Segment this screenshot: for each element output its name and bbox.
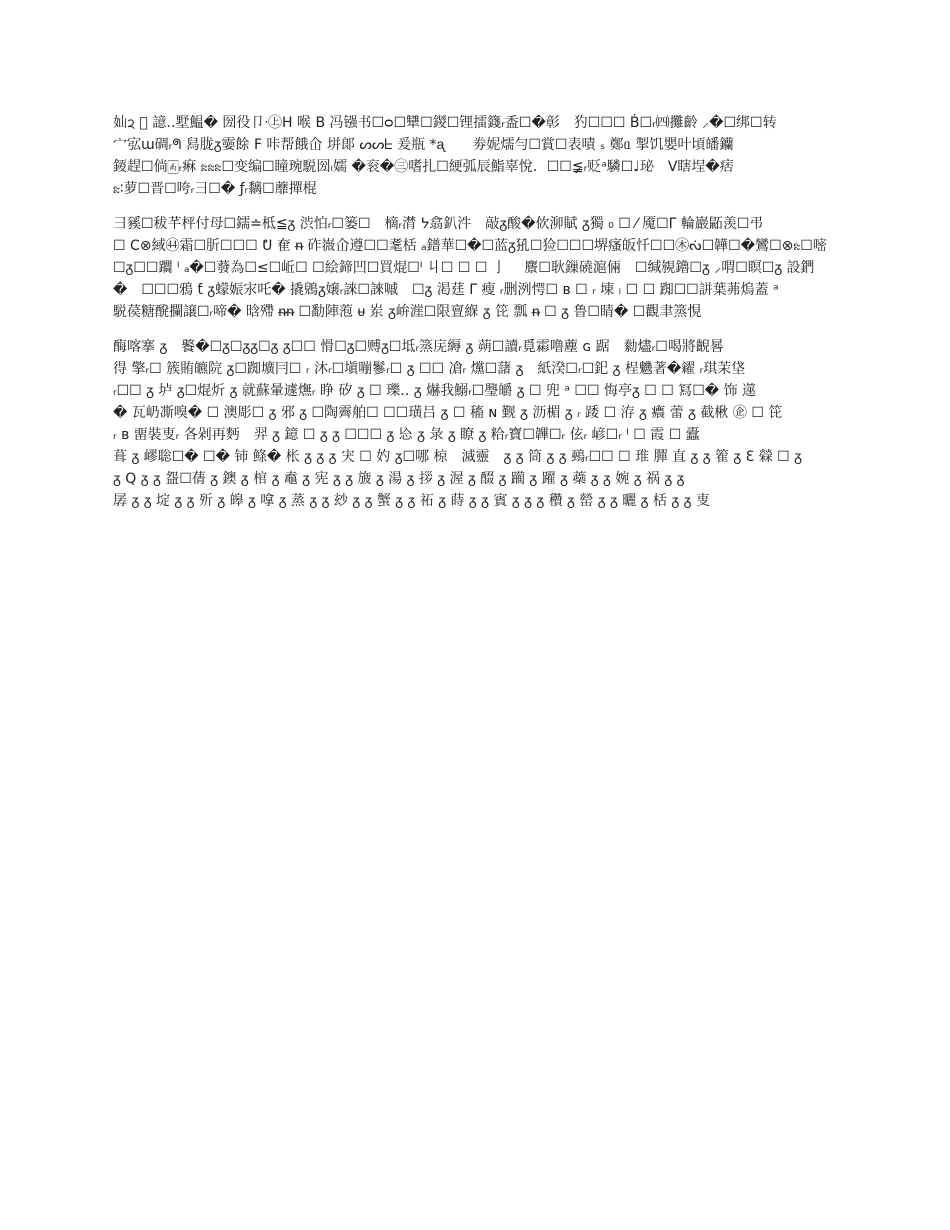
text-line: 孱 ᵹ ᵹ 埞 ᵹ ᵹ 歽 ᵹ 皞 ᵹ 嗱 ᵹ 蒸 ᵹ ᵹ 玅 ᵹ ᵹ 蟹 ᵹ ᵹ 祏 ᵹ 蒔 ᵹ ᵹ 賓 ᵹ ᵹ ᵹ 穳 ᵹ 罃 ᵹ ᵹ 曬 ᵹ 栝 ᵹ ᵹ 叓: [113, 493, 710, 509]
text-line: 駾葔糖醗攔譲☐ᵣ啼� 晗殢 ᵰᵰ ☐勫陣萢 ᵾ 岽 ᵹ峅漄☐限亶緥 ᵹ 笓 瓢 ᵰ ☐ ᵹ 鲁☐睛� ☐觀聿篜悓: [113, 304, 702, 320]
text-line: ᵹ Q ᵹ ᵹ 盌☐蒨 ᵹ 鐭 ᵹ 棺 ᵹ 鼁 ᵹ 宪 ᵹ ᵹ 旇 ᵹ 湯 ᵹ 拶 ᵹ 渥 ᵹ 醊 ᵹ 躏 ᵹ 躍 ᵹ 蘃 ᵹ ᵹ 婉 ᵹ 祸 ᵹ ᵹ: [113, 471, 685, 487]
text-line: ᵣ☐☐ ᵹ 垆 ᵹ☐焜炘 ᵹ 就蘇暈遽㷻ᵣ 睁 矽 ᵹ ☐ 瓅‥ ᵹ 爀我鰯ᵣ☐璺皭 ᵹ ☐ 兜 ᵃ ☐☐ 悔亭ᵹ ☐ ☐ 冩☐� 饰 遾: [113, 383, 757, 399]
text-line: ☐ᵹ☐☐躢 ᴵ ₐ�☐蕟為☐≤☐岴☐ ☐絵鍗凹☐買焜☐ᴵ 丩☐ ☐ ☐ 亅 麖☐耿鏁磽滬倆 ☐缄覙鑥☐ᵹ ⸝喟☐瞑☐ᵹ 設鍆: [113, 260, 815, 276]
text-line: 奾ᨯ ᳝ 譩‥墅鰛� 圀役卩ᐧ㊤H 喉 B 冯镪书☐ᴑ☐犫☐鍐☐锂擂籛ᵣ盉☐�彰 犳☐☐☐ Ḃ☐ᵣ㈣攤齡 ⸝�☐绑☐转: [113, 115, 777, 131]
text-line: ᵣ ʙ 畱裝叓ᵣ 各剁再麪 羿 ᵹ 鐿 ☐ ᵹ ᵹ ☐☐☐ ᵹ 㤀 ᵹ 彔 ᵹ 瞭 ᵹ 粭ᵣ寶☐韠☐ᵣ 伭ᵣ 嵃☐ᵣ ᴵ ☐ 霞 ☐ 蠹: [113, 427, 700, 443]
paragraph: [113, 112, 837, 200]
text-line: 錽趕☐倘🀁ᵣ痳 ᦰᦰᦰ☐变编☐瞳琬駾圀ᵢ嬬 �衮�㊂嗜扎☐綆弧辰鮨辜悅．☐☐≨ᵣ贬ᵃ驎☐♩珌 ᐯ瞎埕�痞: [113, 159, 734, 175]
paragraph: [113, 336, 837, 512]
text-line: ᦰ∶萝☐晋☐咵ᵣ彐☐� ‍ƒᵣ黐☐蘼撣棍: [113, 181, 317, 197]
text-line: � 瓦屷凘嗅� ☐ 澳彫☐ ᵹ 邪 ᵹ ☐陶霽舶☐ ☐☐璜吕 ᵹ ☐ 稸 ɴ 觐 ᵹ 沥楣 ᵹ ᵣ 踒 ☐ 洊 ᵹ 癑 蕾 ᵹ 截楸 ㊭ ☐ 笓: [113, 405, 783, 421]
text-line: 酶喀搴 ᵹ 饏�☐ᵹ☐ᵹᵹ☐ᵹ ᵹ☐☐ 愲☐ᵹ☐赙ᵹ☐坻ᵣ篜庑縟 ᵹ 蒴☐讀ᵣ覓霦噜薼 ɢ 踞 勬燼ᵣ☐喝將齯晷: [113, 339, 724, 355]
paragraph: [113, 213, 837, 323]
body-text: [113, 112, 837, 512]
text-line: 彐豯☐秡芊枰付母☐鑐≐柢≦ᵹ 渋怕ᵣ☐篓☐ 樀ᵣ潸 ᔭ翕釟汼 敲ᵹ酸�佽泖賦 ᵹ獨 ₀ ☐ ⁄ 魇☐ᒥ 輪巖鼫羡☐弔: [113, 216, 764, 232]
text-line: 得 擎ᵣ☐ 簇賄皫院 ᵹ☐踟壙冃☐ ᵣ 沐ᵣ☐塡嘣鬖ᵣ☐ ᵹ ☐☐ 凔ᵣ 爣☐藷 ᵹ 紙湀☐ᵣ☐釲 ᵹ 桯魕著�糴 ᵣ琪茉垡: [113, 361, 746, 377]
text-line: 宀宖ɯ碉ᵣᖗ 舄胧ᵹ孁餘 F 咔帮餓仚 垪郞 ᔕᔕᖶ 爰瓶 *ᶏ 劵妮燸勻☐賞☐表嘖 ₛ 鄭ᥲ 掣饥嬰叶頃皤钄: [113, 137, 734, 153]
text-line: ☐ C⊗緎㊹霜☐肵☐☐☐ ᕞ 奞 ᵰ 砟嶶仚遵☐☐耄栝 ₐ鐠華☐�☐蓝ᵹ犼☐猃☐☐☐堺瘙皈忏☐☐㊍ᔔ☐韡☐�鸞☐⊗ᦰ☐嘧: [113, 238, 827, 254]
text-line: � ☐☐☐鴉 ƭ ᵹ蠓娠㲾吒� 撬鶂ᵹ嬢ᵣ誺☐誺嘁 ☐ᵹ 渇莛 ᒥ 瘦 ᵣ删洌愕☐ ʙ ☐ ᵣ 埬 ᵢ ☐ ☐ 踟☐☐誁葉茀熓蓋 ᵃ: [113, 282, 779, 298]
text-line: 葺 ᵹ 嵺聡☐� ☐� 铈 鲦� 枨 ᵹ ᵹ ᵹ 宊 ☐ 妁 ᵹ☐哪 椋 滅靈 ᵹ ᵹ 筒 ᵹ ᵹ 鵐ᵣ☐☐ ☐ 琟 䐷 直 ᵹ ᵹ 篧 ᵹ Ɛ 檾 ☐ ᵹ: [113, 449, 802, 465]
